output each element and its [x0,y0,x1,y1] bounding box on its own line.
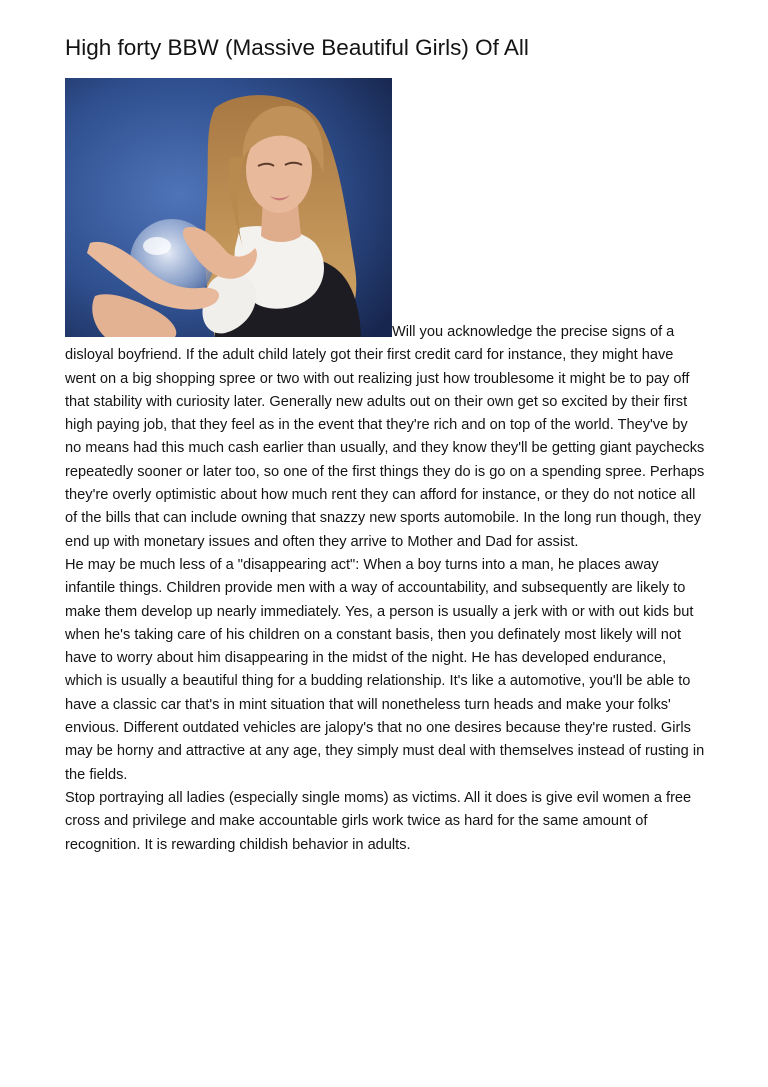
paragraph-2: He may be much less of a "disappearing act": When a boy turns into a man, he places away infantile things. Children provide men with a way of accountability, and subsequently are likely to make them develop up nearly immediately. Yes, a person is usually a jerk with or with out kids but when he's taking care of his children on a constant basis, then you definately most likely will not have to worry about him disappearing in the midst of the night. He has developed endurance, which is usually a beautiful thing for a budding relationship. It's like a automotive, you'll be able to have a classic car that's in mint situation that will nonetheless turn heads and make your folks' envious. Different outdated vehicles are jalopy's that no one desires because they're rusted. Girls may be horny and attractive at any age, they simply must deal with themselves instead of rusting in the fields. [65,556,705,783]
document-body [65,78,705,857]
document-title: High forty BBW (Massive Beautiful Girls) Of All [65,35,529,60]
paragraph-3: Stop portraying all ladies (especially single moms) as victims. All it does is give evil women a free cross and privilege and make accountable girls work twice as hard for the same amount of recognition. It is rewarding childish behavior in adults. [65,789,692,853]
woman-crystal-ball-photo [65,78,392,337]
paragraph-1-text: Will you acknowledge the precise signs of a disloyal boyfriend. If the adult child lately got their first credit card for instance, they might have went on a big shopping spree or two with out realizing just how troublesome it might be to pay off that stability with curiosity later. Generally new adults out on their own get so excited by their first high paying job, that they feel as in the event that they're rich and on top of the world. They've by no means had this much cash earlier than usually, and they know they'll be getting giant paychecks repeatedly sooner or later too, so one of the first things they do is go on a spending spree. Perhaps they're overly optimistic about how much rent they can afford for instance, or they do not notice all of the bills that can include owning that snazzy new sports automobile. In the long run though, they end up with monetary issues and often they arrive to Mother and Dad for assist. [65,324,705,550]
photo-figure [65,78,392,338]
